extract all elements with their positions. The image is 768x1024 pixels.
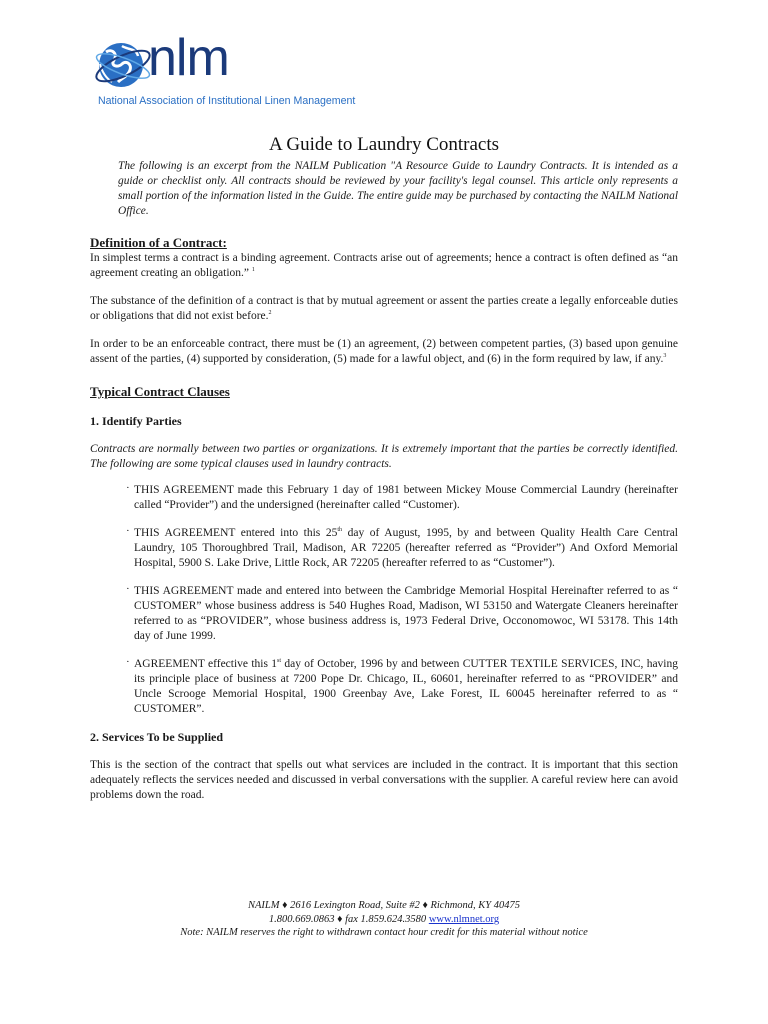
website-link[interactable]: www.nlmnet.org [428, 913, 500, 925]
footer-address: NAILM ♦ 2616 Lexington Road, Suite #2 ♦ Richmond, KY 40475 [247, 900, 521, 911]
footer-note: Note: NAILM reserves the right to withdrawn contact hour credit for this material without notice [180, 927, 588, 938]
services-heading: 2. Services To be Supplied [90, 730, 224, 744]
footer-contact: 1.800.669.0863 ♦ fax 1.859.624.3580 www.nlmnet.org [268, 913, 500, 925]
clauses-heading: Typical Contract Clauses [90, 384, 230, 399]
footnote-ref-2: 2 [268, 310, 272, 317]
clause-example: · THIS AGREEMENT made and entered into between the Cambridge Memorial Hospital Hereinafter referred to as “ CUSTOMER” whose business address is 540 Hughes Road, Madison, WI 53150 and Watergate Cleaners hereinafter referred to as “PROVIDER”, whose business address is, 1973 Federal Drive, Occonomowoc, WI 53178. This 14th day of June 1999. [128, 584, 678, 644]
footnote-ref-1: 1 [251, 267, 255, 274]
logo-subtitle: National Association of Institutional Linen Management [98, 95, 356, 107]
document-body [90, 134, 678, 803]
clause-examples-list [90, 483, 678, 717]
clause-example: · THIS AGREEMENT entered into this 25th day of August, 1995, by and between Quality Health Care Central Laundry, 105 Thoroughbred Trail, Madison, AR 72205 (hereafter referred as “Provider”) And Oxford Memorial Hospital, 5900 S. Lake Drive, Little Rock, AR 72205 (hereafter referred to as “Customer”). [128, 526, 678, 571]
intro-paragraph: The following is an excerpt from the NAILM Publication "A Resource Guide to Laundry Contracts. It is intended as a guide or checklist only. All contracts should be reviewed by your facility's legal counsel. This article only represents a small portion of the information listed in the Guide. The entire guide may be purchased by contacting the NAILM National Office. [118, 160, 678, 217]
page-title: A Guide to Laundry Contracts [268, 134, 500, 155]
definition-paragraph-3: In order to be an enforceable contract, there must be (1) an agreement, (2) between competent parties, (3) based upon genuine assent of the parties, (4) supported by consideration, (5) made for a lawful object, and (6) in the form required by law, if any.$^3$ [90, 338, 678, 365]
clause-example: · THIS AGREEMENT made this February 1 day of 1981 between Mickey Mouse Commercial Laundry (hereinafter called “Provider”) and the undersigned (hereinafter called “Customer). [128, 483, 678, 513]
clause-example: · AGREEMENT effective this 1st day of October, 1996 by and between CUTTER TEXTILE SERVICES, INC, having its principle place of business at 7200 Pope Dr. Chicago, IL, 60601, hereinafter referred to as “PROVIDER” and Uncle Scrooge Memorial Hospital, 1900 Greenbay Ave, Lake Forest, IL 60045 hereinafter referred to as “ CUSTOMER”. [128, 657, 678, 717]
definition-paragraph-2: The substance of the definition of a contract is that by mutual agreement or assent the parties create a legally enforceable duties or obligations that did not exist before.$^2$ [90, 295, 678, 322]
services-paragraph: This is the section of the contract that spells out what services are included in the contract. It is important that this section adequately reflects the services needed and discussed in verbal conversations with the supplier. A careful review here can avoid problems down the road. [90, 759, 678, 801]
footnote-ref-3: 3 [663, 353, 667, 360]
page-footer [60, 899, 708, 940]
identify-parties-intro: Contracts are normally between two parties or organizations. It is extremely important that the parties be correctly identified. The following are some typical clauses used in laundry contracts. [90, 443, 678, 470]
globe-icon [92, 38, 154, 96]
definition-heading: Definition of a Contract: [90, 235, 227, 250]
definition-paragraph-1: In simplest terms a contract is a binding agreement. Contracts arise out of agreements; hence a contract is often defined as “an agreement creating an obligation.” $^1$ [90, 252, 678, 279]
identify-parties-heading: 1. Identify Parties [90, 414, 182, 428]
logo-wordmark: nlm [148, 29, 229, 87]
nailm-logo [92, 29, 372, 112]
